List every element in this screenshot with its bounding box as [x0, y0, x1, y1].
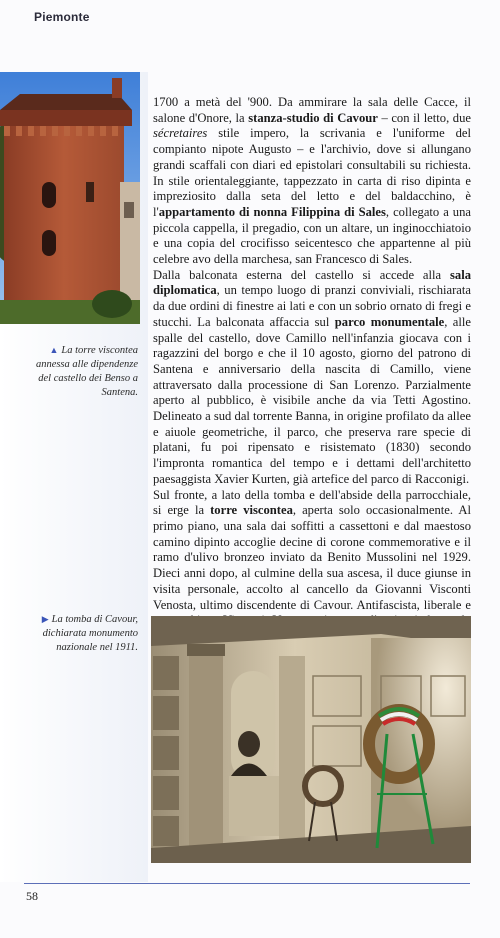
- section-title: Piemonte: [34, 10, 90, 24]
- footer-rule: [24, 883, 470, 884]
- tower-caption-text: La torre viscontea annessa alle dipendenze del castello dei Benso a Santena.: [35, 345, 138, 398]
- paragraph-2: Dalla balconata esterna del castello si accede alla sala diplomatica, un tempo luogo di pranzi conviviali, rischiarata da due ordini di finestre ai lati e con un sobrio ornato di fregi e stucchi. La balconata affaccia sul parco monumentale, alle spalle del castello, dove Camillo nell'infanzia giocava con i ragazzini del borgo e che il 10 agosto, giorno del patrono di Santena e anniversario della nascita di Camillo, viene attraversato dalla processione di San Lorenzo. Parzialmente aperto al pubblico, è visibile anche da via Tetti Agostino. Delineato a sud dal torrente Banna, in origine profilato da allee e aiuole geometriche, il parco, che preserva rare specie di platani, fu poi ripensato e risistemato (1830) secondo l'impronta romantica del tempo e i dettami dell'architetto paesaggista Xavier Kurten, già artefice del parco di Racconigi.: [153, 267, 471, 486]
- page-number: 58: [26, 889, 38, 903]
- caption-triangle-up-icon: ▲: [49, 345, 59, 355]
- bold-term: torre viscontea: [210, 503, 293, 518]
- tower-caption: [30, 343, 138, 400]
- article-body: [153, 95, 471, 645]
- caption-triangle-right-icon: ▶: [41, 614, 49, 624]
- bold-term: stanza-studio di Cavour: [248, 110, 378, 125]
- paragraph-3: Sul fronte, a lato della tomba e dell'abside della parrocchiale, si erge la torre viscontea, aperta solo occasionalmente. Al primo piano, una sala dai soffitti a cassettoni e dal maestoso camino dipinto accoglie decine di corone commemorative e il ramo d'ulivo bronzeo inviato da Benito Mussolini nel 1929. Dieci anni dopo, al culmine della sua ascesa, il duce giunse in visita personale, accolto al cancello da Giovanni Visconti Venosta, ultimo discendente di Cavour. Antifascista, liberale e: [153, 487, 471, 612]
- tomb-caption-text: La tomba di Cavour, dichiarata monumento nazionale nel 1911.: [42, 614, 138, 653]
- paragraph-1: 1700 a metà del '900. Da ammirare la sala delle Cacce, il salone d'Onore, la stanza-studio di Cavour – con il letto, due sécretaires stile impero, la scrivania e l'uniforme del compianto nipote Augusto – e l'archivio, dove si allungano grandi scaffali con diari ed epistolari consultabili su richiesta. In stile orientaleggiante, tappezzato in carta di riso dipinta e impreziosito dalla seta del letto e del baldacchino, è l'appartamento di nonna Filippina di Sales, collegato a una piccola cappella, il pregadio, con un altare, un inginocchiatoio e una copia del crocifisso seicentesco che appartenne al più celebre avo della marchesa, san Francesco di Sales.: [153, 95, 471, 267]
- tomb-photo: [151, 616, 471, 863]
- bold-term: appartamento di nonna Filippina di Sales: [158, 204, 386, 219]
- tomb-caption: [20, 612, 138, 655]
- bold-term: parco monumentale: [334, 314, 445, 329]
- bold-term: sala diplomatica: [153, 267, 471, 298]
- italic-term: sécretaires: [153, 126, 208, 141]
- tower-photo: [0, 72, 140, 324]
